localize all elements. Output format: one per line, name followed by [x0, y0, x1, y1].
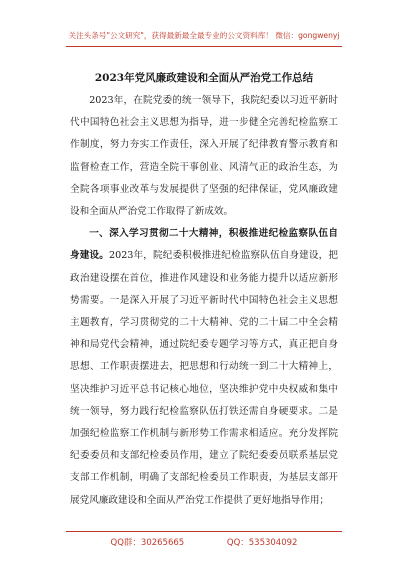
header-divider — [66, 46, 342, 47]
intro-paragraph: 2023年，在院党委的统一领导下，我院纪委以习近平新时代中国特色社会主义思想为指导，进一步健全完善纪检监察工作制度，努力夯实工作责任，深入开展了纪律教育警示教育和监督检查工作，营造全院干事创业、风清气正的政治生态，为全院各项事业改革与发展提供了坚强的纪律保证，党风廉政建设和全面从严治党工作取得了新成效。 — [70, 95, 338, 218]
section-1-text: 2023年，院纪委积极推进纪检监察队伍自身建设，把政治建设摆在首位，推进作风建设和业务能力提升以适应新形势需要。一是深入开展了习近平新时代中国特色社会主义思想主题教育，学习贯彻党的二十大精神、党的二十届二中全会精神和局党代会精神，通过院纪委专题学习等方式，真正把自身思想、工作职责摆进去，把思想和行动统一到二十大精神上，坚决维护习近平总书记核心地位，坚决维护党中央权威和集中统一领导，努力践行纪检监察队伍打铁还需自身硬要求。二是加强纪检监察工作机制与新形势工作需求相适应。充分发挥院纪委委员和支部纪检委员作用，建立了院纪委委员联系基层党支部工作机制，明确了支部纪检委员工作职责，为基层支部开展党风廉政建设和全面从严治党工作提供了更好地指导作用； — [70, 250, 339, 506]
header-banner: 关注头条号"公文研究"，获得最新最全最专业的公文资料库！ 微信：gongwenyj — [68, 31, 340, 40]
section-1-heading: 一、深入学习贯彻二十大精神，积极推进纪检监察队伍自身建设。 — [70, 228, 338, 262]
document-body — [70, 90, 338, 512]
footer-divider — [66, 531, 342, 532]
footer-qq-group: QQ群：30265665 — [110, 538, 185, 548]
footer — [0, 536, 408, 548]
section-1-paragraph — [70, 223, 338, 512]
footer-qq-number: QQ：535304092 — [226, 538, 298, 548]
document-title: 2023年党风廉政建设和全面从严治党工作总结 — [94, 72, 314, 84]
